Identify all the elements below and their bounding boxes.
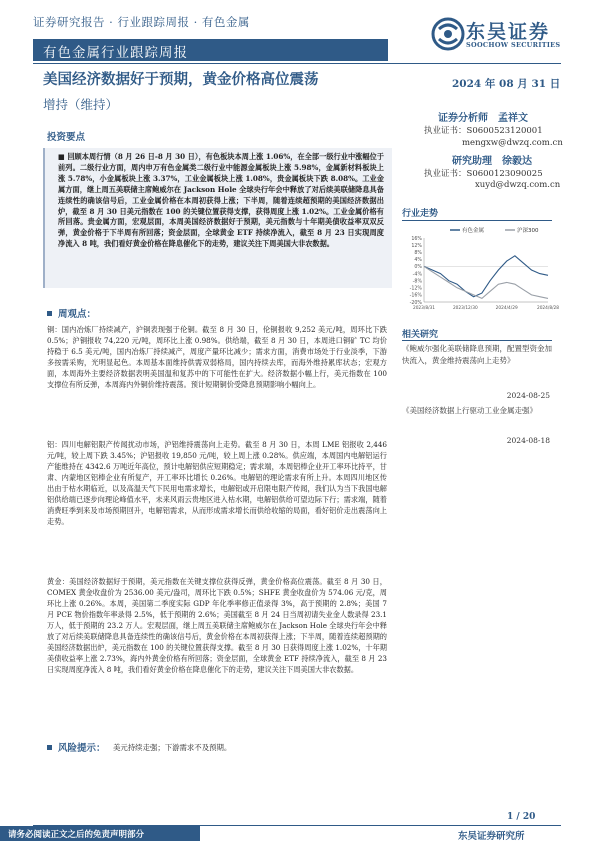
bullet-square-icon <box>47 745 52 750</box>
x-tick-label: 2024/8/28 <box>536 306 560 311</box>
analyst-2-cert: 执业证书：S0600123090025 <box>424 169 543 179</box>
risk-text: 美元持续走强；下游需求不及预期。 <box>113 743 232 752</box>
page-number: 1 / 20 <box>507 812 536 822</box>
related-item-1[interactable]: 《鲍威尔强化美联储降息预期，配置型资金加快流入，黄金维持震荡向上走势》 <box>402 344 552 365</box>
x-tick-label: 2023/12/30 <box>452 306 478 311</box>
x-tick-label: 2023/8/31 <box>412 306 436 311</box>
investment-points-title: 投资要点 <box>47 132 86 143</box>
logo-mark-icon <box>431 17 465 51</box>
gold-paragraph: 黄金：美国经济数据好于预期，美元指数在关键支撑位获得反弹，黄金价格高位震荡。截至 8 月 30 日，COMEX 黄金收盘价为 2536.00 美元/盎司，周环比下跌 0.5%；SHFE 黄金收盘价为 574.06 元/克，周环比上涨 0.26%。本周，美国第二季度实际 GDP 年化季率修正值录得 3%，高于预期的 2.8%；美国 7 月 PCE 物价指数年率录得 2.5%，低于预期的 2.6%；美国截至 8 月 24 日当周初请失业金人数录得 23.1 万人，低于预期的 23.2 万人。宏观层面，继上周五美联储主席鲍威尔在 Jackson Hole 全球央行年会中释放了对后续美联储降息具备连续性的确该信号后，黄金价格在本周初获得上涨；下半周，随着连续超预期的美国经济数据出炉，美元指数在 100 的关键位置获得支撑。截至 8 月 30 日获得周度上涨 1.02%，十年期美债收益率上涨 2.73%，海内外黄金价格有所回落；资金层面，全球黄金 ETF 持续净流入，截至 8 月 23 日实现周度净流入 8 吨，我们看好黄金价格在降息催化下的走势，建议关注下周美国大非农数据。 <box>47 577 387 674</box>
legend-label-1: 沪深300 <box>517 228 539 234</box>
aluminum-paragraph: 铝：四川电解铝限产传闻扰动市场，沪铝维持震荡向上走势。截至 8 月 30 日，本周 LME 铝报收 2,446 元/吨，较上周下跌 3.45%；沪铝报收 19,850 元/吨，较上周上涨 0.28%。供应端，本周国内电解铝运行产能维持在 4342.6 万吨近年高位，预计电解铝供应短期稳定；需求端，本周铝棒企业开工率环比持平，甘肃、内蒙地区铝棒企业有所复产，开工率环比增长 0.26%。电解铝的理论需求有所上升。本周四川地区传出由于枯水期临近，以及高温天气下民用电需求增长，电解铝或开启限电限产传闻，我们认为当下我国电解铝供给端已逐步向理论峰值水平，未来风雨云贵地区进入枯水期，电解铝供给可望边际下行；需求端，随着消费旺季到来及市场预期回升，电解铝需求，从而形成需求增长而供给收缩的局面，看好铝价走出震荡向上走势。 <box>47 440 387 526</box>
analyst-1-name: 证券分析师 孟祥文 <box>438 113 528 124</box>
y-tick-label: -12% <box>409 286 422 292</box>
footer-company: 东吴证券研究所 <box>458 831 525 842</box>
report-date: 2024 年 08 月 31 日 <box>452 78 561 90</box>
related-item-2-date: 2024-08-18 <box>506 436 550 445</box>
y-tick-label: -4% <box>412 272 422 278</box>
industry-trend-chart <box>400 224 560 316</box>
analyst-2-name: 研究助理 徐毅达 <box>452 156 532 167</box>
footer-disclaimer[interactable]: 请务必阅读正文之后的免责声明部分 <box>8 830 145 840</box>
header-bar-title: 有色金属行业跟踪周报 <box>43 45 188 61</box>
logo-text-cn: 东吴证券 <box>466 21 551 43</box>
bullet-square-icon <box>47 311 52 316</box>
logo-text-en: SOOCHOW SECURITIES <box>466 41 561 49</box>
y-tick-label: 8% <box>414 251 422 257</box>
header-divider <box>33 63 561 64</box>
industry-trend-title: 行业走势 <box>402 209 439 219</box>
copper-paragraph: 铜：国内冶炼厂持续减产，沪铜表现强于伦铜。截至 8 月 30 日，伦铜报收 9,252 美元/吨，周环比下跌 0.5%；沪铜报收 74,220 元/吨，周环比上涨 0.98%。供给端，截至 8 月 30 日，本周进口铜矿 TC 均价持稳于 6.5 美元/吨，国内冶炼厂持续减产，周度产量环比减少；需求方面，消费市场处于行业淡季，下游多按需采购，光明显起色。本周基本面维持供需双弱格局，国内持续去库，而海外维持累库状态；宏观方面，本周海外主要经济数据表明美国温和复苏中的下可能性在扩大。经济数据小幅上行，美元指数在 100 支撑位有所反弹，本周海内外铜价维持震荡。预计短期铜价受降息预期影响小幅向上。 <box>47 325 387 389</box>
analyst-1-email[interactable]: mengxw@dwzq.com.cn <box>462 138 563 148</box>
x-tick-label: 2024/4/29 <box>495 306 518 311</box>
y-tick-label: 4% <box>414 258 422 264</box>
related-divider <box>402 340 552 341</box>
report-title: 美国经济数据好于预期，黄金价格高位震荡 <box>43 71 319 88</box>
trend-divider <box>402 220 552 221</box>
rating-label: 增持（维持） <box>43 97 119 112</box>
y-tick-label: -20% <box>409 300 422 306</box>
series-line-0 <box>424 256 548 297</box>
related-research-title: 相关研究 <box>402 330 439 340</box>
analyst-1-cert: 执业证书：S0600523120001 <box>424 126 543 136</box>
report-category-line: 证券研究报告 · 行业跟踪周报 · 有色金属 <box>33 15 250 29</box>
y-tick-label: 0% <box>414 265 422 271</box>
related-item-2[interactable]: 《美国经济数据上行驱动工业金属走强》 <box>402 406 537 415</box>
legend-label-0: 有色金属 <box>462 228 485 234</box>
summary-text: ■ 回顾本周行情（8 月 26 日-8 月 30 日），有色板块本周上涨 1.06%，在全部一级行业中涨幅位于前列。二级行业方面，周内申万有色金属类二级行业中能源金属板块上涨 5.98%，金属新材料板块上涨 5.78%，小金属板块上涨 3.37%，工业金属板块上涨 1.08%，贵金属板块下跌 8.08%。工业金属方面，继上周五美联储主席鲍威尔在 Jackson Hole 全球央行年会中释放了对后续美联储降息具备连续性的确该信号后，工业金属价格在本周初获得上涨；下半周，随着连续超预期的美国经济数据出炉，截至 8 月 30 日美元指数在 100 的关键位置获得支撑，获得周度上涨 1.02%。工业金属价格有所回落。贵金属方面，宏观层面，本周美国经济数据好于预期，美元指数与十年期美债收益率双双反弹，黄金价格于下半周有所回落；资金层面，全球黄金 ETF 持续净流入，截至 8 月 23 日实现周度净流入 8 吨，我们看好黄金价格在降息催化下的走势，建议关注下周美国大非农数据。 <box>58 152 384 249</box>
analyst-2-email[interactable]: xuyd@dwzq.com.cn <box>475 180 561 190</box>
risk-title: 风险提示： <box>58 743 106 754</box>
weekly-view-title: 周观点： <box>58 309 97 320</box>
related-item-1-date: 2024-08-25 <box>506 391 550 400</box>
series-line-1 <box>424 266 548 298</box>
y-tick-label: -16% <box>409 293 422 299</box>
y-tick-label: 12% <box>411 243 422 249</box>
y-tick-label: 16% <box>411 236 422 242</box>
y-tick-label: -8% <box>412 279 422 285</box>
